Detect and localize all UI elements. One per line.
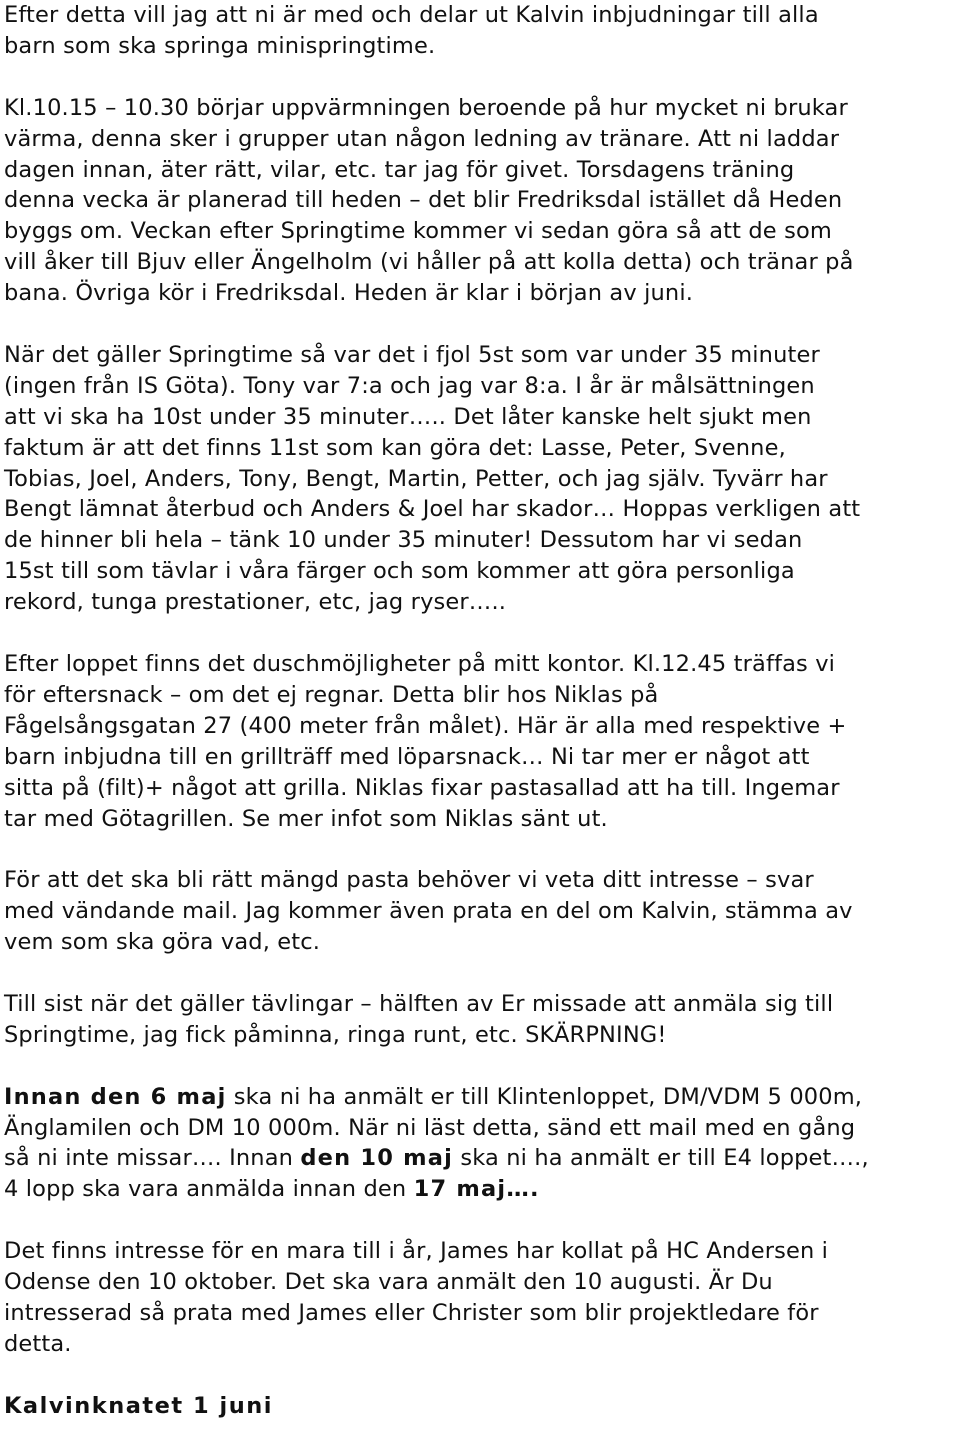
text-line: byggs om. Veckan efter Springtime kommer vi sedan göra så att de som: [4, 218, 832, 245]
text-line: Änglamilen och DM 10 000m. När ni läst detta, sänd ett mail med en gång: [4, 1114, 856, 1141]
text-run: ska ni ha anmält er till E4 loppet….,: [453, 1145, 869, 1172]
paragraph-competitions: [4, 989, 956, 1051]
text-line: dagen innan, äter rätt, vilar, etc. tar jag för givet. Torsdagens träning: [4, 156, 795, 183]
text-line: [4, 1143, 956, 1174]
text-line: Fågelsångsgatan 27 (400 meter från målet). Här är alla med respektive +: [4, 712, 847, 739]
paragraph-marathon: [4, 1236, 956, 1360]
text-line: Bengt lämnat återbud och Anders & Joel har skador… Hoppas verkligen att: [4, 496, 861, 523]
text-line: faktum är att det finns 11st som kan göra det: Lasse, Peter, Svenne,: [4, 434, 786, 461]
text-line: Det finns intresse för en mara till i år, James har kollat på HC Andersen i: [4, 1238, 829, 1265]
text-line: detta.: [4, 1330, 72, 1357]
section-heading: [4, 1391, 956, 1422]
text-line: att vi ska ha 10st under 35 minuter….. Det låter kanske helt sjukt men: [4, 403, 812, 430]
text-line: för eftersnack – om det ej regnar. Detta blir hos Niklas på: [4, 681, 659, 708]
text-line: Odense den 10 oktober. Det ska vara anmält den 10 augusti. Är Du: [4, 1269, 773, 1296]
text-line: 15st till som tävlar i våra färger och som kommer att göra personliga: [4, 558, 795, 585]
text-line: barn inbjudna till en grillträff med löparsnack… Ni tar mer er något att: [4, 743, 810, 770]
text-line: vill åker till Bjuv eller Ängelholm (vi håller på att kolla detta) och tränar på: [4, 249, 854, 276]
text-line: rekord, tunga prestationer, etc, jag ryser…..: [4, 589, 507, 616]
text-line: Efter loppet finns det duschmöjligheter på mitt kontor. Kl.12.45 träffas vi: [4, 650, 836, 677]
text-run: ska ni ha anmält er till Klintenloppet, DM/VDM 5 000m,: [226, 1083, 863, 1110]
paragraph-deadlines: [4, 1082, 956, 1206]
text-line: intresserad så prata med James eller Christer som blir projektledare för: [4, 1299, 819, 1326]
text-line: Tobias, Joel, Anders, Tony, Bengt, Martin, Petter, och jag själv. Tyvärr har: [4, 465, 828, 492]
paragraph-pasta: [4, 865, 956, 958]
deadline-date-17-maj: 17 maj….: [413, 1176, 540, 1203]
text-line: med vändande mail. Jag kommer även prata en del om Kalvin, stämma av: [4, 898, 853, 925]
text-line: värma, denna sker i grupper utan någon ledning av tränare. Att ni laddar: [4, 125, 840, 152]
text-line: bana. Övriga kör i Fredriksdal. Heden är klar i början av juni.: [4, 280, 694, 307]
document-page: [4, 0, 956, 1452]
text-line: barn som ska springa minispringtime.: [4, 32, 436, 59]
text-line: [4, 1174, 956, 1205]
text-line: Efter detta vill jag att ni är med och delar ut Kalvin inbjudningar till alla: [4, 2, 819, 28]
text-run: så ni inte missar…. Innan: [4, 1145, 301, 1172]
text-line: de hinner bli hela – tänk 10 under 35 minuter! Dessutom har vi sedan: [4, 527, 803, 554]
text-line: denna vecka är planerad till heden – det blir Fredriksdal istället då Heden: [4, 187, 843, 214]
text-line: [4, 1082, 956, 1113]
deadline-date-10-maj: den 10 maj: [300, 1145, 454, 1172]
text-run: 4 lopp ska vara anmälda innan den: [4, 1176, 414, 1203]
text-line: Springtime, jag fick påminna, ringa runt, etc. SKÄRPNING!: [4, 1021, 667, 1048]
text-line: Till sist när det gäller tävlingar – hälften av Er missade att anmäla sig till: [4, 990, 834, 1017]
text-line: (ingen från IS Göta). Tony var 7:a och jag var 8:a. I år är målsättningen: [4, 372, 815, 399]
text-line: tar med Götagrillen. Se mer infot som Niklas sänt ut.: [4, 805, 608, 832]
deadline-date-6-maj: Innan den 6 maj: [4, 1083, 227, 1110]
text-line: För att det ska bli rätt mängd pasta behöver vi veta ditt intresse – svar: [4, 867, 814, 894]
text-line: sitta på (filt)+ något att grilla. Niklas fixar pastasallad att ha till. Ingemar: [4, 774, 840, 801]
heading-text: Kalvinknatet 1 juni: [4, 1392, 273, 1419]
text-line: Kl.10.15 – 10.30 börjar uppvärmningen beroende på hur mycket ni brukar: [4, 94, 848, 121]
paragraph-after-race: [4, 649, 956, 834]
paragraph-warmup: [4, 93, 956, 309]
text-line: vem som ska göra vad, etc.: [4, 929, 321, 956]
text-line: När det gäller Springtime så var det i fjol 5st som var under 35 minuter: [4, 341, 820, 368]
paragraph-springtime-goals: [4, 340, 956, 618]
paragraph-minispringtime: [4, 0, 956, 62]
